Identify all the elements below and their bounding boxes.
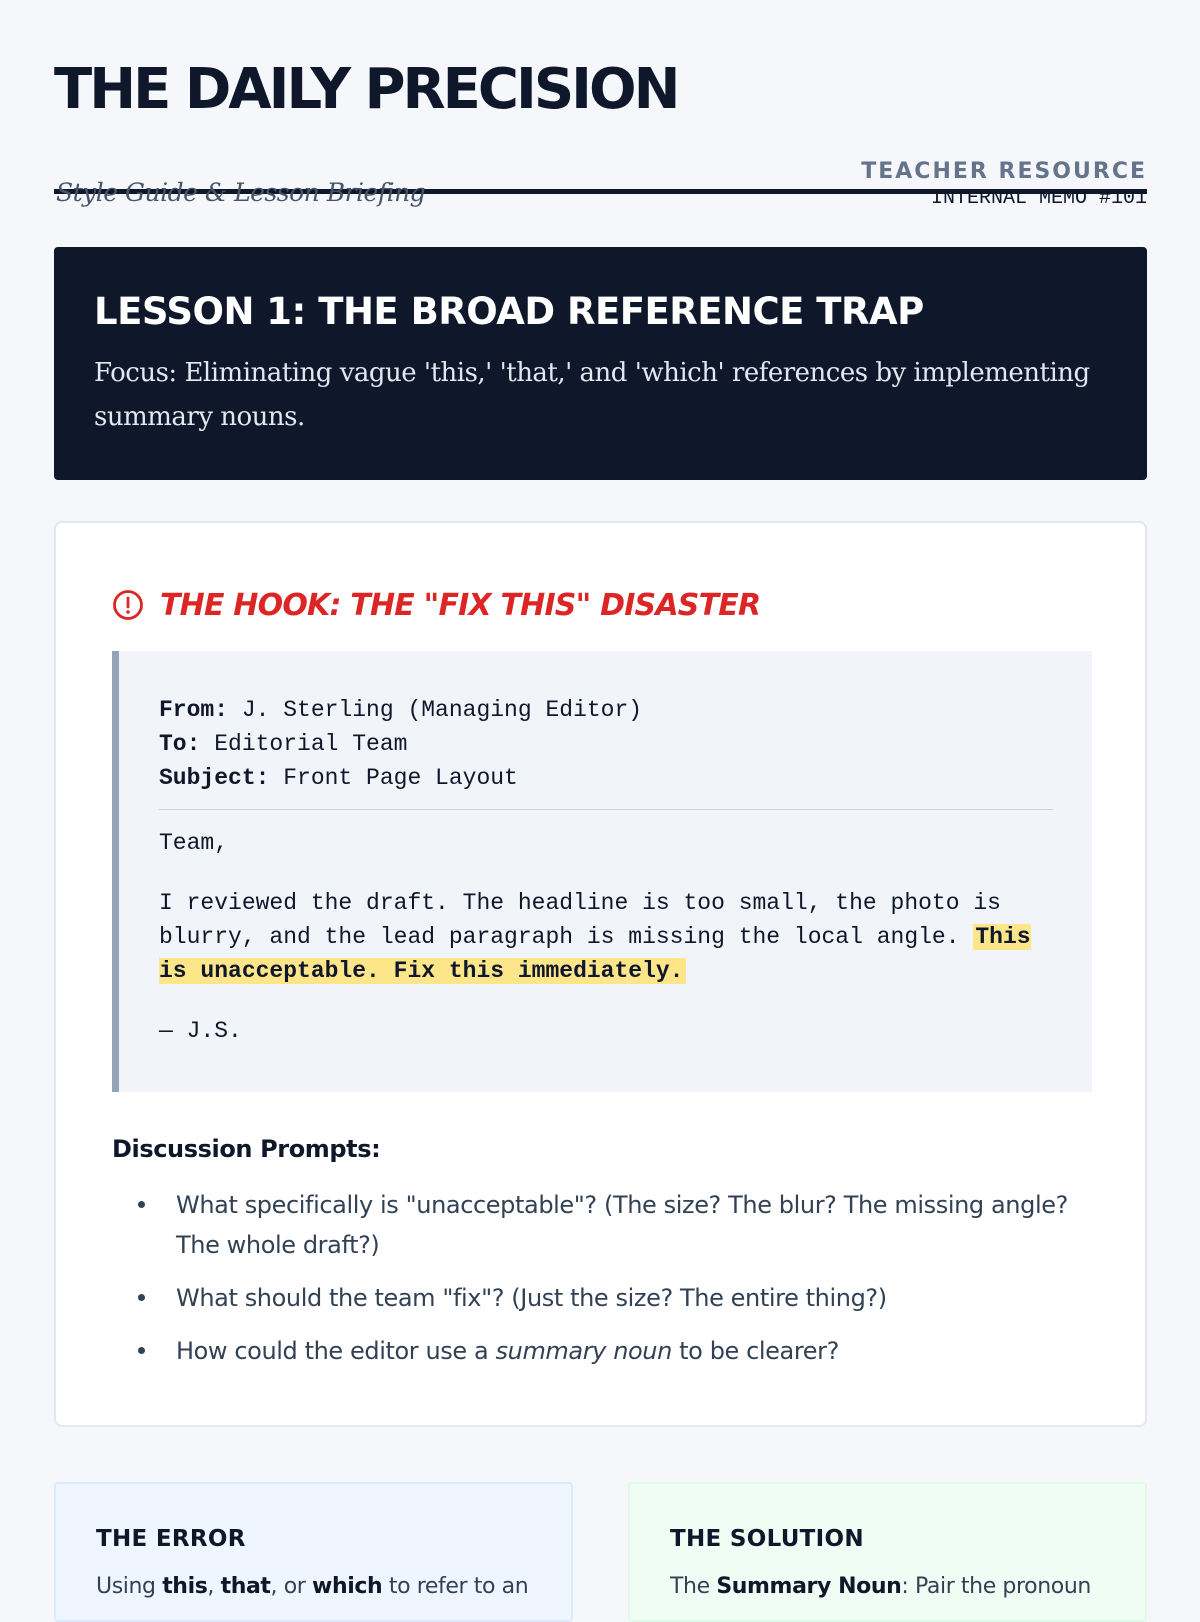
error-text-part: to refer to an [382, 1574, 529, 1599]
resource-label: TEACHER RESOURCE [861, 159, 1147, 184]
error-keyword: which [312, 1574, 383, 1599]
prompt-item [112, 1331, 1092, 1371]
error-panel [54, 1482, 573, 1622]
error-text-part: , [207, 1574, 221, 1599]
prompt-text-before: How could the editor use a [176, 1337, 496, 1365]
prompt-item [112, 1278, 1092, 1318]
prompt-text-after: to be clearer? [671, 1337, 839, 1365]
to-value: Editorial Team [200, 731, 408, 757]
prompt-text: What specifically is "unacceptable"? (The size? The blur? The missing angle? The whole draft?) [176, 1191, 1068, 1259]
email-subject [159, 761, 1052, 795]
solution-text [670, 1574, 1105, 1599]
bullet-icon [138, 1331, 176, 1371]
prompts-title: Discussion Prompts: [112, 1135, 381, 1163]
hook-card [54, 521, 1147, 1427]
solution-title: THE SOLUTION [670, 1526, 864, 1552]
lesson-banner [54, 247, 1147, 480]
solution-text-part: : Pair the pronoun [901, 1574, 1091, 1599]
alert-circle-icon [112, 589, 144, 621]
from-value: J. Sterling (Managing Editor) [228, 697, 643, 723]
lesson-focus: Focus: Eliminating vague 'this,' 'that,' and 'which' references by implementing summary nouns. [94, 358, 1090, 432]
error-keyword: this [162, 1574, 208, 1599]
error-text-part: , or [270, 1574, 313, 1599]
email-divider [159, 809, 1053, 810]
subject-label: Subject: [159, 765, 270, 791]
email-greeting: Team, [159, 830, 229, 856]
email-highlight: This is unacceptable. Fix this immediately. [159, 924, 1031, 984]
prompt-emphasis: summary noun [495, 1337, 672, 1365]
publication-subtitle: Style Guide & Lesson Briefing [56, 178, 426, 207]
masthead [54, 57, 1147, 210]
error-title: THE ERROR [96, 1526, 246, 1552]
to-label: To: [159, 731, 201, 757]
email-from [159, 693, 1052, 727]
discussion-prompts [112, 1185, 1092, 1384]
email-body [159, 886, 1052, 988]
prompt-text: What should the team "fix"? (Just the size? The entire thing?) [176, 1284, 887, 1312]
publication-title: THE DAILY PRECISION [54, 57, 678, 122]
solution-panel [628, 1482, 1147, 1622]
hook-heading [112, 585, 760, 625]
error-keyword: that [220, 1574, 271, 1599]
email-to [159, 727, 1052, 761]
email-excerpt [112, 651, 1092, 1092]
memo-number: INTERNAL MEMO #101 [930, 187, 1147, 210]
error-text-part: Using [96, 1574, 163, 1599]
bullet-icon [138, 1185, 176, 1225]
solution-text-part: The [670, 1574, 717, 1599]
hook-title: THE HOOK: THE "FIX THIS" DISASTER [160, 587, 761, 623]
subject-value: Front Page Layout [269, 765, 518, 791]
solution-keyword: Summary Noun [716, 1574, 902, 1599]
prompt-item [112, 1185, 1092, 1265]
error-text [96, 1574, 531, 1599]
bullet-icon [138, 1278, 176, 1318]
from-label: From: [159, 697, 229, 723]
lesson-title: LESSON 1: THE BROAD REFERENCE TRAP [94, 290, 924, 333]
memo-tag [861, 158, 1147, 212]
email-body-text: I reviewed the draft. The headline is too small, the photo is blurry, and the lead paragraph is missing the local angle. [159, 890, 1001, 950]
email-signoff: — J.S. [159, 1018, 242, 1044]
